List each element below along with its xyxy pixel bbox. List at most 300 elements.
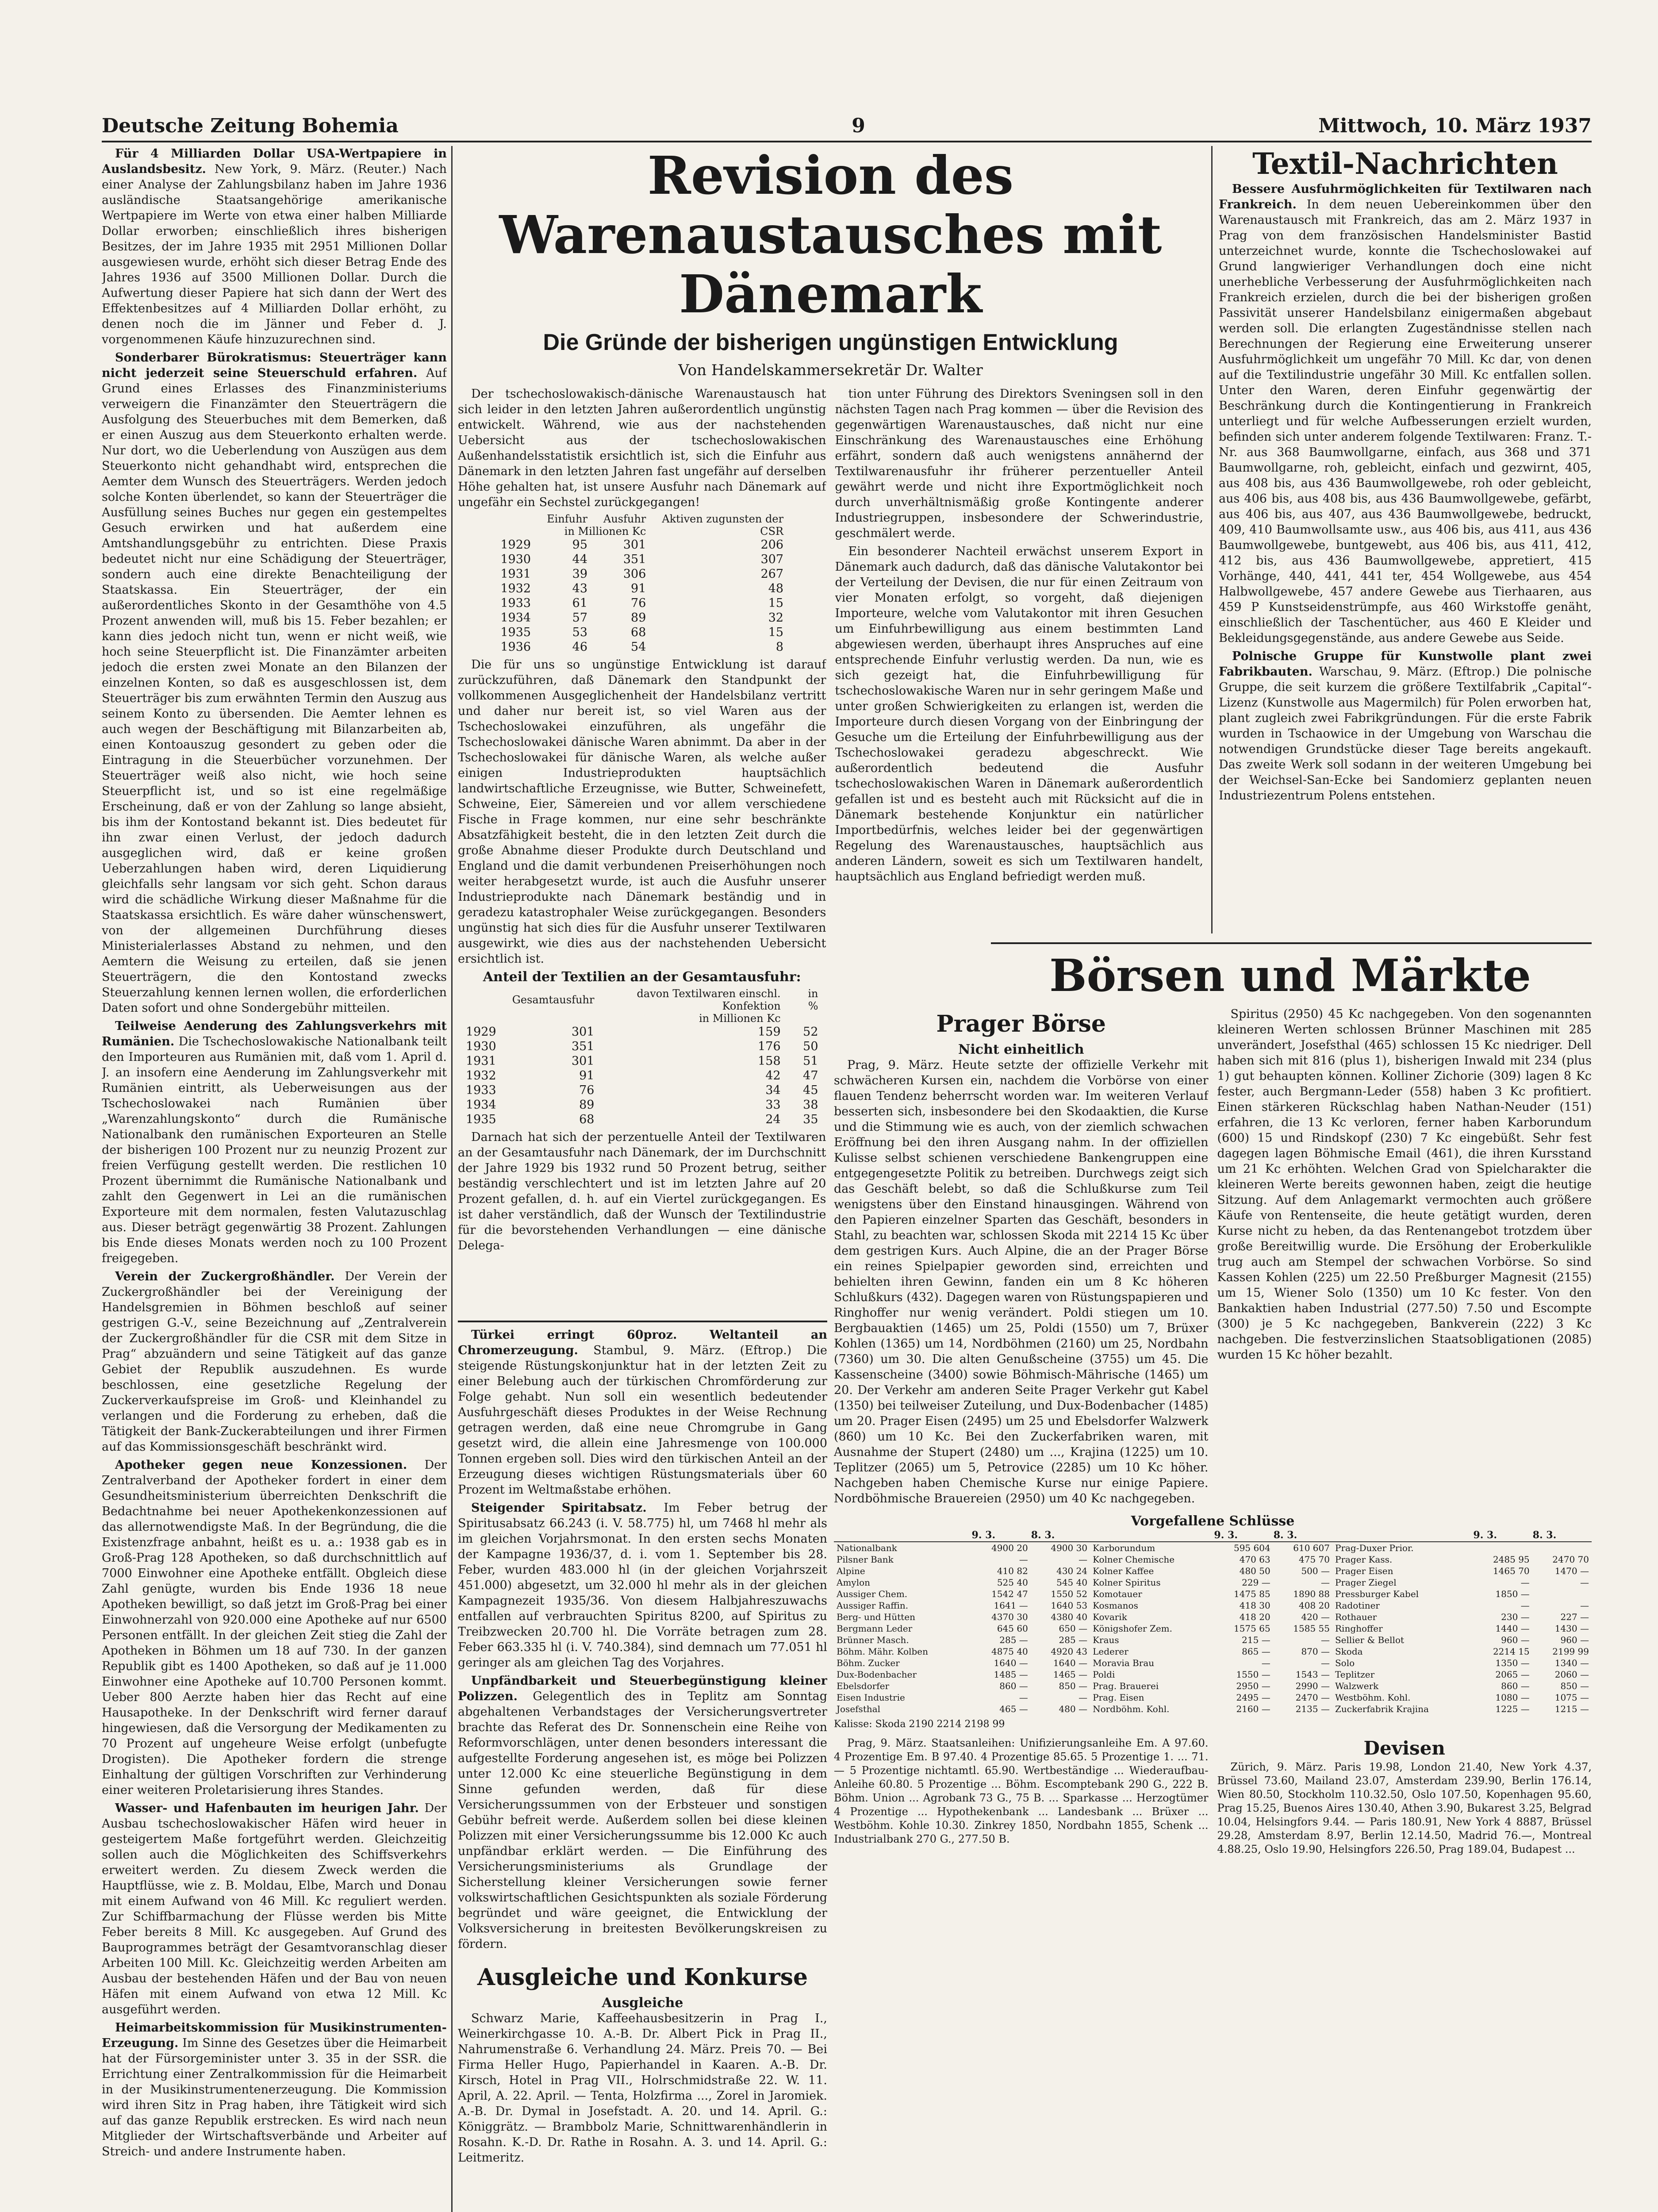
- quote-cell: Komotauer: [1093, 1589, 1142, 1599]
- quote-cell: Amylon: [837, 1577, 871, 1588]
- quotes-header-cell: 8. 3.: [1273, 1529, 1332, 1542]
- table-row: [458, 1039, 826, 1054]
- table-cell: 89: [579, 1098, 595, 1112]
- quote-cell: 1485 —: [994, 1669, 1028, 1680]
- quote-row: [834, 1646, 1592, 1657]
- table-cell: 1934: [500, 611, 531, 625]
- news-item-head: Verein der Zuckergroßhändler.: [115, 1270, 335, 1283]
- table-cell: 76: [631, 596, 646, 610]
- table-cell: 301: [571, 1025, 595, 1039]
- news-item: [102, 1269, 447, 1455]
- quote-cell: Bergmann Leder: [837, 1623, 913, 1634]
- article-paragraph: Die für uns so ungünstige Entwicklung ist darauf zurückzuführen, daß Dänemark den Standpunkt der vollkommenen Ausgeglichenheit der Handelsbilanz vertritt und daher nur bereit ist, so viel Waren aus der Tschechoslowakei einzuführen, als ungefähr die Tschechoslowakei dänische Waren abnimmt. Da aber in der Tschechoslowakei für dänische Waren, als welche außer einigen Industrieprodukten hauptsächlich landwirtschaftliche Erzeugnisse, wie Butter, Schweinefett, Schweine, Eier, Sämereien und vor allem verschiedene Fische in Frage kommen, nur eine sehr beschränkte Absatzfähigkeit besteht, die in den letzten Zeit durch die große Abnahme dieser Produkte durch Deutschland und England und die damit verbundenen Preiserhöhungen noch weiter herabgesetzt wurde, ist auch die Ausfuhr unserer Industrieprodukte nach Dänemark beständig und in geradezu katastrophaler Weise zurückgegangen. Besonders ungünstig hat sich dies für die Ausfuhr unserer Textilwaren ausgewirkt, wie dies aus der nachstehenden Uebersicht ersichtlich ist.: [458, 658, 826, 966]
- header-surplus: Aktiven zugunsten der: [662, 513, 784, 525]
- table-cell: 267: [760, 567, 784, 581]
- quote-cell: 645 60: [997, 1623, 1028, 1634]
- table-cell: 44: [572, 553, 588, 566]
- news-item: [102, 1018, 447, 1266]
- quote-cell: —: [1320, 1635, 1330, 1645]
- quote-cell: 1640 53: [1051, 1600, 1088, 1611]
- quote-cell: 2135 —: [1295, 1704, 1330, 1714]
- quote-cell: —: [1320, 1658, 1330, 1668]
- quote-cell: Brünner Masch.: [837, 1635, 909, 1645]
- header-percent: in %: [808, 987, 818, 1012]
- quote-cell: 4920 43: [1051, 1646, 1088, 1657]
- table-row: [458, 1025, 826, 1039]
- article-paragraph: Darnach hat sich der perzentuelle Anteil der Textilwaren an der Gesamtausfuhr nach Dänemark, der im Durchschnitt der Jahre 1929 bis 1932 rund 50 Prozent betrug, seither beständig verschlechtert und ist im letzten Jahre auf 20 Prozent gefallen, d. h. auf ein Viertel zurückgegangen. Es ist daher verständlich, daß der Wunsch der Textilindustrie für die bevorstehenden Verhandlungen — eine dänische Delega-: [458, 1130, 826, 1252]
- quote-row: [834, 1611, 1592, 1623]
- quote-row: [834, 1588, 1592, 1600]
- quote-cell: 227 —: [1560, 1612, 1589, 1622]
- quote-cell: Kovarik: [1093, 1612, 1127, 1622]
- table-row: [492, 552, 791, 567]
- item-text: Im Feber betrug der Spiritusabsatz 66.243 (i. V. 58.775) hl, um 7468 hl mehr als im gleichen Vorjahrsmonat. In den ersten sechs Monaten der Kampagne 1936/37, d. i. vom 1. September bis 28. Feber, wurden 483.000 hl (in der gleichen Vorjahrszeit 451.000) abgesetzt, um 32.000 hl mehr als in der gleichen Kampagnezeit 1935/36. Von diesem Halbjahreszuwachs entfallen auf verbrauchten Spiritus 8200, auf Spiritus zu Treibzwecken 20.700 hl. Die Vorräte betragen zum 28. Feber 663.335 hl (i. V. 740.384), sind demnach um 77.051 hl geringer als am gleichen Tag des Vorjahres.: [458, 1501, 827, 1670]
- table-cell: 53: [572, 626, 588, 639]
- table-cell: 42: [765, 1069, 781, 1083]
- quote-cell: 1542 47: [991, 1589, 1028, 1599]
- header-total: Gesamtausfuhr: [512, 994, 595, 1006]
- quotes-header-cell: 9. 3.: [1473, 1529, 1532, 1542]
- table-cell: 15: [768, 596, 784, 610]
- table-cell: 351: [623, 553, 646, 566]
- quote-cell: 4900 20: [991, 1543, 1028, 1553]
- quotes-header-cell: 9. 3.: [1213, 1529, 1273, 1542]
- article-column-a: [458, 386, 826, 1256]
- quote-cell: 1465 —: [1053, 1669, 1088, 1680]
- table-cell: 307: [760, 553, 784, 566]
- table2-title: Anteil der Textilien an der Gesamtausfuhr:: [483, 969, 801, 985]
- table-cell: 1936: [500, 640, 531, 654]
- section-title-boersen: Börsen und Märkte: [1049, 949, 1531, 1002]
- quote-cell: Königshofer Zem.: [1093, 1623, 1172, 1634]
- news-item-text: Der Zentralverband der Apotheker fordert in einer dem Gesundheitsministerium überreichten Denkschrift die Bedachtnahme bei neuer Apothekenkonzessionen auf das allernotwendigste Maß. In der Begründung, die die Existenzfrage anbahnt, heißt es u. a.: 1938 gab es in Groß-Prag 128 Apotheken, so daß durchschnittlich auf 7000 Einwohner eine Apotheke entfällt. Obgleich diese Zahl genügte, wurden bis Ende 1936 18 neue Apotheken bewilligt, so daß jetzt im Groß-Prag bei einer Einwohnerzahl von 920.000 eine Apotheke auf nur 6500 Personen entfällt. In der gleichen Zeit stieg die Zahl der Apotheken in Böhmen um 18 auf 730. In der ganzen Republik gibt es 1400 Apotheken, so daß auf je 11.000 Einwohner eine Apotheke auf 10.700 Personen kommt. Ueber 800 Aerzte haben hier das Recht auf eine Hausapotheke. In der Denkschrift wird ferner darauf hingewiesen, daß die Versorgung der Medikamenten zu 70 Prozent auf ungeheure Weise erfolgt (unbefugte Drogisten). Die Apotheker fordern die strenge Einhaltung der gültigen Vorschriften zur Verhinderung einer weiteren Proletarisierung ihres Standes.: [102, 1458, 447, 1797]
- quote-cell: Kraus: [1093, 1635, 1119, 1645]
- quotes-footer-v2: 2198 99: [964, 1719, 1005, 1730]
- market-report: Prag, 9. März. Heute setzte der offizielle Verkehr mit schwächeren Kursen ein, nachdem die Vorbörse von einer flauen Tendenz beherrscht worden war. Im weiteren Verlauf besserten sich, insbesondere bei den Skodaaktien, die Kurse und die Stimmung wie es auch, von der ziemlich schwachen Eröffnung bei den ihren Ausgang nahm. In der offiziellen Kulisse selbst schienen verschiedene Bankengruppen eine entgegengesetzte Politik zu betreiben. Durchwegs zeigt sich das Geschäft belebt, so daß die Schlußkurse zum Teil wenigstens über den Einstand hinausgingen. Während von den Papieren einzelner Sparten das Geschäft, besonders in Stahl, zu beachten war, schlossen Skoda mit 2214 15 Kc über dem gestrigen Kurs. Auch Alpine, die an der Prager Börse ein reines Spielpapier geworden sind, erreichten und behielten ihren Gewinn, fanden ein um 8 Kc höheren Schlußkurs (432). Dagegen waren von Rüstungspapieren und Ringhoffer nur wenig verändert. Poldi stiegen um 10. Bergbauaktien (1465) um 25, Poldi (1550) um 7, Brüxer Kohlen (1365) um 14, Nordböhmen (2160) um 25, Nordbahn (7360) um 30. Die alten Genußscheine (3755) um 45. Die Kassenscheine (3400) sowie Böhmisch-Mährische (1465) um 20. Der Verkehr am anderen Seite Prager Verkehr gut Kabel (1350) bei teilweiser Zuteilung, und Dux-Bodenbacher (1485) um 20. Prager Eisen (2495) um 25 und Ebelsdorfer Walzwerk (860) um 10 Kc. Bei den Zuckerfabriken waren, mit Ausnahme der Stupert (2480) um ..., Krajina (1225) um 10. Teplitzer (2065) um 5, Petrovice (2285) um 10 Kc höher. Nachgeben haben Chemische Kurse nur einige Papiere. Nordböhmische Brauereien (2950) um 40 Kc nachgegeben.: [834, 1058, 1209, 1505]
- article-paragraph: Ein besonderer Nachteil erwächst unserem Export in Dänemark auch dadurch, daß das dänische Valutakontor bei der Verteilung der Devisen, die nur für einen Zeitraum von vier Monaten erfolgt, so vorgeht, daß diejenigen Importeure, welche vom Valutakontor mit ihren Gesuchen um Einfuhrbewilligung aus einem bestimmten Land abgewiesen werden, überhaupt ihres Anspruches auf eine entsprechende Einfuhr verlustig werden. Da nun, wie es sich gezeigt hat, die Einfuhrbewilligung für tschechoslowakische Waren nur in sehr geringem Maße und unter großen Schwierigkeiten zu erlangen ist, werden die Importeure durch diesen Vorgang von der Einbringung der Gesuche um die Erteilung der Einfuhrbewilligung aus der Tschechoslowakei geradezu abgeschreckt. Wie außerordentlich bedeutend die Ausfuhr tschechoslowakischen Waren in Dänemark außerordentlich gefallen ist und es besteht auch mit Rücksicht auf die in Dänemark bestehende Konjunktur ein natürlicher Importbedürfnis, welches leider bei der gegenwärtigen Regelung des Warenaustausches, hauptsächlich aus anderen Ländern, soweit es sich um Textilwaren handelt, hauptsächlich aus England befriedigt werden muß.: [835, 545, 1203, 883]
- quotes-table: [834, 1529, 1592, 1715]
- quote-cell: Lederer: [1093, 1646, 1128, 1657]
- table-cell: 351: [571, 1040, 595, 1053]
- quote-row: [834, 1577, 1592, 1588]
- table-cell: 91: [579, 1069, 595, 1083]
- table-cell: 206: [760, 538, 784, 552]
- quote-cell: 480 50: [1239, 1566, 1270, 1576]
- header-import: Einfuhr: [547, 513, 588, 525]
- quote-row: [834, 1703, 1592, 1715]
- quote-cell: 285 —: [1059, 1635, 1088, 1645]
- quote-cell: 2199 99: [1552, 1646, 1589, 1657]
- quote-cell: —: [1019, 1692, 1028, 1703]
- item-head: Polnische Gruppe für Kunstwolle plant zwei Fabrikbauten.: [1219, 649, 1592, 679]
- table-cell: 76: [579, 1083, 595, 1097]
- quote-cell: 1465 70: [1493, 1566, 1530, 1576]
- quote-cell: 610 607: [1293, 1543, 1330, 1553]
- quote-cell: Aussiger Chem.: [837, 1589, 908, 1599]
- table-cell: 1931: [500, 567, 531, 581]
- boersen-section: [834, 949, 1592, 2212]
- quote-cell: 430 24: [1056, 1566, 1088, 1576]
- table-cell: 89: [631, 611, 646, 625]
- table-row: [458, 1054, 826, 1068]
- quote-cell: Nationalbank: [837, 1543, 897, 1553]
- quote-cell: 215 —: [1242, 1635, 1270, 1645]
- table-cell: 47: [803, 1069, 818, 1083]
- quote-cell: Ebelsdorfer: [837, 1681, 890, 1691]
- table-row: [492, 567, 791, 581]
- item-text: Stambul, 9. März. (Eftrop.) Die steigende Rüstungskonjunktur hat in der letzten Zeit zu einer Belebung auch der türkischen Chromförderung zur Folge gehabt. Nun soll ein wesentlich bedeutender Ausfuhrgeschäft dieses Produktes in der Weise Rechnung getragen werden, daß eine neue Chromgrube in Gang gesetzt wird, die allein eine Jahresmenge von 100.000 Tonnen ergeben soll. Dies wird den türkischen Anteil an der Erzeugung dieses wichtigen Rüstungsmaterials über 60 Prozent im Weltmaßstabe erhöhen.: [458, 1344, 827, 1497]
- news-item-text: New York, 9. März. (Reuter.) Nach einer Analyse der Zahlungsbilanz haben im Jahre 1936 ausländische Staatsangehörige amerikanische Wertpapiere im Werte von etwa einer halben Milliarde Dollar erworben; einschließlich ihres bisherigen Besitzes, der im Jahre 1935 mit 2951 Millionen Dollar ausgewiesen wurde, erhöht sich dieser Betrag Ende des Jahres 1936 auf 3500 Millionen Dollar. Durch die Aufwertung dieser Papiere hat sich dann der Wert des Effektenbesitzes auf 4 Milliarden Dollar erhöht, zu denen noch die im Jänner und Feber d. J. vorgenommenen Käufe hinzuzurechnen sind.: [102, 162, 447, 346]
- quote-cell: 860 —: [999, 1681, 1028, 1691]
- quote-cell: 850 —: [1059, 1681, 1088, 1691]
- news-item-head: Apotheker gegen neue Konzessionen.: [115, 1458, 407, 1472]
- quotes-title: Vorgefallene Schlüsse: [1131, 1513, 1295, 1529]
- issue-date: Mittwoch, 10. März 1937: [1318, 115, 1592, 137]
- quote-cell: —: [1078, 1692, 1088, 1703]
- table-row: [492, 640, 791, 654]
- quote-cell: 4370 30: [991, 1612, 1028, 1622]
- quote-cell: 1543 —: [1295, 1669, 1330, 1680]
- quote-cell: Prag. Brauerei: [1093, 1681, 1159, 1691]
- quote-cell: —: [1320, 1577, 1330, 1588]
- table-cell: 61: [572, 596, 588, 610]
- column-rule: [1211, 146, 1213, 933]
- quote-cell: —: [1580, 1600, 1589, 1611]
- item-text: In dem neuen Uebereinkommen über den Warenaustausch mit Frankreich, das am 2. März 1937 in Prag von dem französischen Handelsminister Bastid unterzeichnet wurde, konnte die Tschechoslowakei auf Grund langwieriger Verhandlungen doch eine nicht unerhebliche Verbesserung der Ausfuhrmöglichkeiten nach Frankreich erzielen, durch die bei der bisherigen großen Passivität unserer Handelsbilanz einigermaßen abgebaut werden soll. Die erlangten Zugeständnisse stellen nach Berechnungen der Regierung eine Erweiterung unserer Ausfuhrmöglichkeit um ungefähr 70 Mill. Kc dar, von denen auf die Textilindustrie ungefähr 30 Mill. Kc entfallen sollen. Unter den Waren, deren Einfuhr gegenwärtig der Beschränkung durch die Kontingentierung in Frankreich unterliegt und für welche Aufbesserungen erzielt wurden, befinden sich unter anderem folgende Textilwaren: Franz. T.-Nr. aus 368 Baumwollgarne, einfach, aus 368 und 371 Baumwollgarne, roh, gebleicht, einfach und gezwirnt, 405, aus 408 bis, aus 436 Baumwollgewebe, roh oder gebleicht, aus 406 bis, aus 408 bis, aus 436 Baumwollgewebe, gefärbt, aus 406 bis, aus 407, aus 436 Baumwollgewebe, bedruckt, 409, 410 Baumwollsamte usw., aus 406 bis, aus 411, aus 436 Baumwollgewebe, buntgewebt, aus 406 bis, aus 411, 412, 412 bis, aus 436 Baumwollgewebe, appretiert, 415 Vorhänge, 440, 441, 441 ter, 454 Wollgewebe, aus 454 Halbwollgewebe, 457 andere Gewebe aus Tierhaaren, aus 459 P Kunstseidenstrümpfe, aus 460 Wirkstoffe genäht, einschließlich der Taschentücher, aus 460 E Kleider und Bekleidungsgegenstände, aus andere Gewebe aus Seide.: [1219, 198, 1592, 645]
- quote-row: [834, 1669, 1592, 1680]
- trade-table: [492, 513, 791, 654]
- quote-cell: 1430 —: [1554, 1623, 1589, 1634]
- quote-cell: 1640 —: [994, 1658, 1028, 1668]
- table-cell: 48: [768, 582, 784, 595]
- quote-cell: Prager Ziegel: [1335, 1577, 1397, 1588]
- quote-row: [834, 1542, 1592, 1554]
- quote-cell: 1550 —: [1236, 1669, 1270, 1680]
- table2-unit: in Millionen Kc: [699, 1012, 781, 1025]
- table-cell: 1934: [466, 1098, 496, 1112]
- quote-cell: 2065 —: [1495, 1669, 1530, 1680]
- table-row: [458, 1068, 826, 1083]
- table-unit: in Millionen Kc: [564, 525, 646, 538]
- quote-cell: 960 —: [1560, 1635, 1589, 1645]
- table-cell: 1932: [500, 582, 531, 595]
- quote-cell: Eisen Industrie: [837, 1692, 905, 1703]
- quote-cell: 1075 —: [1554, 1692, 1589, 1703]
- page-header: [102, 111, 1592, 142]
- table-cell: 8: [775, 640, 784, 654]
- quote-cell: —: [1520, 1600, 1530, 1611]
- news-item-text: Die Tschechoslowakische Nationalbank teilt den Importeuren aus Rumänien mit, daß vom 1. April d. J. an insofern eine Aenderung im Zahlungsverkehr mit Rumänien eintritt, als Ueberweisungen aus der Tschechoslowakei nach Rumänien über „Warenzahlungskonto“ durch die Rumänische Nationalbank den rumänischen Exporteuren an Stelle der bisherigen 100 Prozent nur zu neunzig Prozent zur freien Verfügung gestellt werden. Die restlichen 10 Prozent übernimmt die Rumänische Nationalbank und zahlt den Gegenwert in Lei an die rumänischen Exporteure mit dem normalen, festen Valutazuschlag aus. Dieser beträgt gegenwärtig 38 Prozent. Zahlungen bis Ende dieses Monats werden noch zu 100 Prozent freigegeben.: [102, 1035, 447, 1265]
- quote-cell: 1470 —: [1554, 1566, 1589, 1576]
- quote-cell: Karborundum: [1093, 1543, 1155, 1553]
- article-subtitle: Die Gründe der bisherigen ungünstigen Entwicklung: [543, 330, 1118, 355]
- quote-cell: Pilsner Bank: [837, 1554, 894, 1565]
- quote-cell: Westböhm. Kohl.: [1335, 1692, 1411, 1703]
- nachboerse-text: Prag, 9. März. Staatsanleihen: Unifizierungsanleihe Em. A 97.60. 4 Prozentige Em. B 97.40. 4 Prozentige 85.65. 5 Prozentige 1. ... 71.— 5 Prozentige nichtamtl. 65.90. Wertbeständige ... Wiederaufbau-Anleihe 60.80. 5 Prozentige ... Böhm. Escomptebank 290 G., 222 B. Böhm. Union ... Agrobank 73 G., 75 B. ... Sparkasse ... Herzogtümer 4 Prozentige ... Hypothekenbank ... Landesbank ... Brüxer ... Westböhm. Kohle 10.30. Zinkrey 1850, Nordbahn 1855, Schenk ... Industrialbank 270 G., 277.50 B.: [834, 1737, 1209, 1845]
- market-mood: Nicht einheitlich: [958, 1042, 1084, 1057]
- quote-row: [834, 1600, 1592, 1611]
- quote-cell: Teplitzer: [1335, 1669, 1375, 1680]
- quote-cell: 1225 —: [1495, 1704, 1530, 1714]
- table-cell: 35: [803, 1113, 818, 1126]
- quote-cell: Prag. Eisen: [1093, 1692, 1144, 1703]
- table-row: [492, 538, 791, 552]
- section-title-devisen: Devisen: [1363, 1737, 1445, 1759]
- quote-cell: 2470 70: [1552, 1554, 1589, 1565]
- quote-cell: 420 —: [1301, 1612, 1330, 1622]
- left-column: [102, 146, 447, 2212]
- quote-cell: 1215 —: [1554, 1704, 1589, 1714]
- section-title-textil: Textil-Nachrichten: [1252, 146, 1558, 181]
- quote-cell: 545 40: [1056, 1577, 1088, 1588]
- quote-cell: —: [1580, 1577, 1589, 1588]
- quotes-header-cell: 8. 3.: [1532, 1529, 1592, 1542]
- table-cell: 15: [768, 626, 784, 639]
- article-paragraph: Der tschechoslowakisch-dänische Warenaustausch hat sich leider in den letzten Jahren außerordentlich ungünstig entwickelt. Während, wie aus der nachstehenden Uebersicht aus der tschechoslowakischen Außenhandelsstatistik ersichtlich ist, sich die Einfuhr aus Dänemark in den letzten Jahren fast ungefähr auf derselben Höhe gehalten hat, ist unsere Ausfuhr nach Dänemark auf ungefähr ein Sechstel zurückgegangen!: [458, 387, 826, 509]
- quote-cell: 408 20: [1299, 1600, 1330, 1611]
- news-item-head: Für 4 Milliarden Dollar USA-Wertpapiere in Auslandsbesitz.: [102, 147, 447, 176]
- news-item: [102, 2020, 447, 2159]
- table-row: [492, 611, 791, 625]
- table-cell: 1930: [466, 1040, 496, 1053]
- csr-label: CSR: [760, 525, 784, 538]
- quote-cell: —: [1019, 1554, 1028, 1565]
- table-cell: 33: [765, 1098, 781, 1112]
- quote-cell: 1475 85: [1233, 1589, 1270, 1599]
- section-title-ausgleiche: Ausgleiche und Konkurse: [477, 1964, 808, 1991]
- news-item-text: Der Ausbau tschechoslowakischer Häfen wird heuer in gesteigertem Maße fortgeführt werden. Gleichzeitig sollen auch die Möglichkeiten des Schiffsverkehrs erweitert werden. Zu diesem Zweck werden die Hauptflüsse, wie z. B. Moldau, Elbe, March und Donau mit einem Aufwand von 46 Mill. Kc reguliert werden. Zur Schiffbarmachung der Flüsse werden bis Mitte Feber bereits 8 Mill. Kc ausgegeben. Auf Grund des Bauprogrammes beträgt der Gesamtvoranschlag dieser Arbeiten 100 Mill. Kc. Gleichzeitig werden Arbeiten am Ausbau der bestehenden Häfen und der Bau von neuen Häfen mit einem Aufwand von etwa 12 Mill. Kc ausgeführt werden.: [102, 1801, 447, 2016]
- table-cell: 95: [572, 538, 588, 552]
- table-row: [492, 581, 791, 596]
- quote-cell: —: [1261, 1658, 1270, 1668]
- quote-row: [834, 1565, 1592, 1577]
- quotes-header-cell: [1090, 1529, 1213, 1542]
- quote-cell: [1532, 1588, 1592, 1600]
- quote-cell: 465 —: [999, 1704, 1028, 1714]
- quote-cell: 475 70: [1299, 1554, 1330, 1565]
- table-header-row: [492, 513, 791, 525]
- quote-cell: Böhm. Zucker: [837, 1658, 900, 1668]
- item-head: Unpfändbarkeit und Steuerbegünstigung kleiner Polizzen.: [458, 1674, 827, 1703]
- item-head: Steigender Spiritabsatz.: [471, 1501, 647, 1515]
- quote-cell: 1340 —: [1554, 1658, 1589, 1668]
- quote-cell: 650 —: [1059, 1623, 1088, 1634]
- textile-share-table: [458, 987, 826, 1127]
- page-number: 9: [852, 115, 865, 137]
- quote-cell: 2470 —: [1295, 1692, 1330, 1703]
- news-item-text: Der Verein der Zuckergroßhändler bei der Vereinigung der Handelsgremien in Böhmen beschloß auf seiner gestrigen G.-V., seine Bezeichnung auf „Zentralverein der Zuckergroßhändler für die CSR mit dem Sitze in Prag“ abzuändern und seine Tätigkeit auf das ganze Gebiet der Republik auszudehnen. Es wurde beschlossen, eine gesetzliche Regelung der Zuckerverkaufspreise im Groß- und Kleinhandel zu verlangen und die Forderung zu erheben, daß die Tätigkeit der Bank-Zuckerabteilungen und ihrer Firmen auf das Kommissionsgeschäft beschränkt wird.: [102, 1270, 447, 1454]
- quote-cell: 1850 —: [1495, 1589, 1530, 1599]
- table-cell: 1930: [500, 553, 531, 566]
- quote-cell: Kolner Spiritus: [1093, 1577, 1161, 1588]
- quote-cell: 285 —: [999, 1635, 1028, 1645]
- table-cell: 1929: [466, 1025, 496, 1039]
- quote-cell: 960 —: [1501, 1635, 1530, 1645]
- quotes-header-cell: [834, 1529, 971, 1542]
- quotes-footer: Kalisse:: [834, 1719, 872, 1730]
- quote-cell: 4380 40: [1051, 1612, 1088, 1622]
- table-cell: 68: [631, 626, 646, 639]
- table-cell: 1931: [466, 1054, 496, 1068]
- quote-cell: 525 40: [997, 1577, 1028, 1588]
- quote-cell: Prag-Duxer Prior.: [1335, 1543, 1414, 1553]
- section-subtitle: Ausgleiche: [602, 1995, 683, 2011]
- header-export: Ausfuhr: [603, 513, 646, 525]
- quote-cell: 2214 15: [1493, 1646, 1530, 1657]
- section-rule: [991, 942, 1592, 944]
- news-item-head: Wasser- und Hafenbauten im heurigen Jahr.: [115, 1801, 419, 1815]
- quote-cell: 2160 —: [1236, 1704, 1270, 1714]
- quote-cell: 4900 30: [1051, 1543, 1088, 1553]
- quote-cell: 1550 52: [1051, 1589, 1088, 1599]
- quotes-header-cell: 9. 3.: [971, 1529, 1031, 1542]
- quote-cell: 418 30: [1239, 1600, 1270, 1611]
- item-text: Gelegentlich des in Teplitz am Sonntag abgehaltenen Verbandstages der Versicherungsvertreter brachte das Referat des Dr. Sonnenschein eine Reihe von Reformvorschlägen, unter denen besonders interessant die aufgestellte Forderung angesehen ist, es möge bei Polizzen unter 12.000 Kc eine steuerliche Begünstigung in dem Sinne gefunden werden, daß für diese Versicherungssummen von der Erbsteuer und sonstigen Gebühr befreit werde. Außerdem sollen bei diese kleinen Polizzen mit einer Versicherungssumme bis 12.000 Kc auch unpfändbar erklärt werden. — Die Einführung des Versicherungsministeriums als Grundlage der Sicherstellung kleiner Versicherungen sowie ferner volkswirtschaftlichen Gesichtspunkten als soziale Förderung begründet und wäre geeignet, die Entwicklung der Volksversicherung in breitesten Bevölkerungskreisen zu fördern.: [458, 1690, 827, 1951]
- table-row: [458, 1098, 826, 1112]
- column-rule: [451, 146, 453, 2212]
- quote-cell: 850 —: [1560, 1681, 1589, 1691]
- table-cell: 46: [572, 640, 588, 654]
- table-cell: 306: [623, 567, 646, 581]
- news-item-text: Auf Grund eines Erlasses des Finanzministeriums verweigern die Finanzämter den Steuerträgern die Ausfolgung des Steuerbuches mit dem Bemerken, daß er einen Auszug aus dem Steuerkonto erhalten werde. Nur dort, wo die Ueberlendung von Auszügen aus dem Steuerkonto nicht gehandhabt wird, entsprechen die Aemter dem Wunsch des Steuerträgers. Werden jedoch solche Konten überlendet, so kann der Steuerträger die Ausfüllung seines Buches nur gegen ein gestempeltes Gesuch erwirken und hat außerdem eine Amtshandlungsgebühr zu entrichten. Diese Praxis bedeutet nicht nur eine Schädigung der Steuerträger, sondern auch eine direkte Benachteiligung der Staatskassa. Ein Steuerträger, der ein außerordentliches Skonto in der Gesamthöhe von 4.5 Prozent anwenden will, muß bis 15. Feber bezahlen; er kann dies jedoch nicht tun, wenn er nicht weiß, wie hoch seine Steuerpflicht ist. Die Finanzämter arbeiten jedoch die ersten zwei Monate an den Bilanzen der einzelnen Konten, so daß es ausgeschlossen ist, dem Steuerträger bis zum erwähnten Termin den Auszug aus seinem Konto zu übersenden. Die Aemter lehnen es auch wegen der Beschäftigung mit Bilanzarbeiten ab, einen Kontoauszug gesondert zu geben oder die Eintragung in die Steuerbücher vorzunehmen. Der Steuerträger weiß also nicht, wie hoch seine Steuerpflicht ist, und so ist eine regelmäßige Erscheinung, daß er von der Zahlung so lange absieht, bis ihm der Kontostand bekannt ist. Dies bedeutet für ihn zwar einen Verlust, der jedoch dadurch ausgeglichen wird, daß er keine großen Ueberzahlungen haben wird, deren Liquidierung gleichfalls sehr langsam vor sich geht. Schon daraus wird die schädliche Wirkung dieser Maßnahme für die Staatskassa ersichtlich. Es wäre daher wünschenswert, von der allgemeinen Durchführung dieses Ministerialerlasses Abstand zu nehmen, und den Aemtern die Weisung zu erteilen, daß sie jenen Steuerträgern, die den Kontostand zwecks Steuerzahlung kennen lernen wollen, die erforderlichen Daten sofort und ohne Sondergebühr mitteilen.: [102, 366, 447, 1015]
- quote-cell: Nordböhm. Kohl.: [1093, 1704, 1170, 1714]
- quote-cell: Ringhoffer: [1335, 1623, 1383, 1634]
- table-cell: 39: [572, 567, 588, 581]
- quote-cell: 1640 —: [1053, 1658, 1088, 1668]
- quote-cell: Prager Eisen: [1335, 1566, 1393, 1576]
- table-cell: 159: [758, 1025, 781, 1039]
- news-item: [102, 1801, 447, 2017]
- table-cell: 1933: [500, 596, 531, 610]
- quote-cell: 2485 95: [1493, 1554, 1530, 1565]
- quote-cell: 2060 —: [1554, 1669, 1589, 1680]
- quote-row: [834, 1554, 1592, 1565]
- quote-cell: 860 —: [1501, 1681, 1530, 1691]
- item-text: Warschau, 9. März. (Eftrop.) Die polnische Gruppe, die seit kurzem die größere Textilfabrik „Capital“-Lizenz (Kunstwolle aus Magermilch) für Polen erworben hat, plant zugleich zwei Fabrikgründungen. Für die erste Fabrik wurden in Tschaowice in der Umgebung von Warschau die notwendigen Grundstücke dieser Tage bereits angekauft. Das zweite Werk soll sodann in der weiteren Umgebung bei der Weichsel-San-Ecke bei Sandomierz geplanten neuen Industriezentrum Polens entstehen.: [1219, 665, 1592, 803]
- quote-cell: Alpine: [837, 1566, 865, 1576]
- table-cell: 68: [579, 1113, 595, 1126]
- quote-cell: Berg- und Hütten: [837, 1612, 916, 1622]
- table-cell: 50: [803, 1040, 818, 1053]
- quote-cell: 2990 —: [1295, 1681, 1330, 1691]
- quote-cell: Kosmanos: [1093, 1600, 1138, 1611]
- table-cell: 54: [631, 640, 646, 654]
- news-item-head: Heimarbeitskommission für Musikinstrumenten-Erzeugung.: [102, 2021, 447, 2050]
- quote-cell: 418 20: [1239, 1612, 1270, 1622]
- table-cell: 91: [631, 582, 646, 595]
- quote-cell: 870 —: [1301, 1646, 1330, 1657]
- table-cell: 45: [803, 1083, 818, 1097]
- item-text: Schwarz Marie, Kaffeehausbesitzerin in Prag I., Weinerkirchgasse 10. A.-B. Dr. Albert Pick in Prag II., Nahrumenstraße 6. Verhandlung 24. März. Preis 70. — Bei Firma Heller Hugo, Papierhandel in Kaaren. A.-B. Dr. Kirsch, Hotel in Prag VII., Holrschmidstraße 22. W. 11. April, A. 22. April. — Tenta, Holzfirma ..., Zorel in Jaromiek. A.-B. Dr. Dymal in Josefstadt. A. 20. und 14. April. G.: Königgrätz. — Brambbolz Marie, Schnittwarenhändlerin in Rosahn. K.-D. Dr. Rathe in Rosahn. A. 3. und 14. April. G.: Leitmeritz.: [458, 2012, 827, 2165]
- article-paragraph: tion unter Führung des Direktors Sveningsen soll in den nächsten Tagen nach Prag kommen — über die Revision des gegenwärtigen Warenaustausches, daß nicht nur eine Einschränkung des Warenaustausches eine Erhöhung erfährt, sondern daß auch wenigstens annähernd der Textilwarenausfuhr ihr früherer perzentueller Anteil gewährt werde und nicht ihre Exportmöglichkeit noch durch unverhältnismäßig große Kontingente anderer Industriegruppen, insbesondere der Schwerindustrie, geschmälert werde.: [835, 387, 1203, 540]
- quote-cell: Aussiger Raffin.: [837, 1600, 909, 1611]
- quote-cell: 410 82: [997, 1566, 1028, 1576]
- news-item: [102, 1457, 447, 1798]
- table-cell: 301: [623, 538, 646, 552]
- quote-cell: [1532, 1542, 1592, 1554]
- prager-boerse-title: Prager Börse: [936, 1010, 1106, 1037]
- news-item-head: Teilweise Aenderung des Zahlungsverkehrs mit Rumänien.: [102, 1019, 447, 1048]
- quote-cell: Pressburger Kabel: [1335, 1589, 1419, 1599]
- center-lower-column: [458, 1327, 827, 2212]
- masthead: Deutsche Zeitung Bohemia: [102, 115, 399, 137]
- quotes-header-cell: [1332, 1529, 1473, 1542]
- table-cell: 24: [765, 1113, 781, 1126]
- quote-row: [834, 1657, 1592, 1669]
- article-byline: Von Handelskammersekretär Dr. Walter: [678, 361, 983, 379]
- table-cell: 38: [803, 1098, 818, 1112]
- quote-cell: 4875 40: [991, 1646, 1028, 1657]
- quote-cell: Radotiner: [1335, 1600, 1380, 1611]
- quote-cell: [1473, 1542, 1532, 1554]
- item-head: Türkei erringt 60proz. Weltanteil an Chromerzeugung.: [458, 1328, 827, 1357]
- quote-row: [834, 1634, 1592, 1646]
- item-head: Bessere Ausfuhrmöglichkeiten für Textilwaren nach Frankreich.: [1219, 182, 1592, 211]
- news-item-head: Sonderbarer Bürokratismus: Steuerträger kann nicht jederzeit seine Steuerschuld erfahren.: [102, 351, 447, 380]
- table-cell: 34: [765, 1083, 781, 1097]
- market-report-cont: Spiritus (2950) 45 Kc nachgegeben. Von den sogenannten kleineren Werten schlossen Brünner Maschinen mit 285 unverändert, Josefsthal (465) schlossen 15 Kc niedriger. Dell haben sich mit 816 (plus 1), bisherigen Inwald mit 234 (plus 1) gut behaupten können. Kolliner Zichorie (309) lagen 8 Kc fester, auch Bergmann-Leder (558) haben 3 Kc profitiert. Einen stärkeren Rückschlag haben Nathan-Neuder (151) erfahren, die 13 Kc verloren, ferner haben Karborundum (600) 15 und Rindskopf (230) 7 Kc eingebüßt. Sehr fest dagegen lagen Böhmische Email (461), die ihren Kursstand um 21 Kc erhöhten. Welchen Grad von Spielcharakter die kleineren Werte bereits gewonnen haben, zeigt die heutige Sitzung. Auf dem Anlagemarkt vermochten auch größere Käufe von Rentenseite, die heute getätigt wurden, deren Kurse nicht zu heben, da das Rentenangebot trotzdem über große Bereitwillig wurde. Die Ersöhung der Eroberkulikle trug auch am Stempel der schwachen Vorbörse. So sind Kassen Kohlen (225) um 22.50 Preßburger Magnesit (2155) um 15, Wiener Solo (1350) um 10 Kc fester. Von den Bankaktien haben Industrial (277.50) 7.50 und Escompte (300) je 5 Kc nachgegeben, Bankverein (222) 3 Kc nachgeben. Die festverzinslichen Staatsobligationen (2085) wurden 15 Kc höher bezahlt.: [1217, 1007, 1592, 1362]
- quote-cell: Prager Kass.: [1335, 1554, 1393, 1565]
- quote-cell: Poldi: [1093, 1669, 1115, 1680]
- table-cell: 32: [768, 611, 784, 625]
- quote-cell: 470 63: [1239, 1554, 1270, 1565]
- table-cell: 158: [758, 1054, 781, 1068]
- table-cell: 52: [803, 1025, 818, 1039]
- quote-cell: Skoda: [1335, 1646, 1363, 1657]
- quotes-header-cell: 8. 3.: [1031, 1529, 1090, 1542]
- header-textiles: davon Textilwaren einschl. Konfektion: [637, 987, 781, 1012]
- quote-cell: Dux-Bodenbacher: [837, 1669, 917, 1680]
- quote-cell: 1890 88: [1293, 1589, 1330, 1599]
- quote-cell: Kolner Kaffee: [1093, 1566, 1154, 1576]
- table-cell: 1929: [500, 538, 531, 552]
- textile-column: [1219, 146, 1592, 929]
- table-cell: 1935: [466, 1113, 496, 1126]
- table-cell: 1932: [466, 1069, 496, 1083]
- quote-cell: 1080 —: [1495, 1692, 1530, 1703]
- quotes-footer-name: Skoda: [875, 1719, 906, 1730]
- quote-cell: Solo: [1335, 1658, 1355, 1668]
- quote-cell: Böhm. Mähr. Kolben: [837, 1646, 929, 1657]
- quote-row: [834, 1623, 1592, 1634]
- quote-cell: 230 —: [1501, 1612, 1530, 1622]
- news-item: [102, 146, 447, 347]
- quote-cell: 1575 65: [1233, 1623, 1270, 1634]
- news-item-text: Im Sinne des Gesetzes über die Heimarbeit hat der Fürsorgeminister unter 3. 35 in der SSR. die Errichtung einer Zentralkommission für die Heimarbeit in der Musikinstrumentenerzeugung. Die Kommission wird ihren Sitz in Prag haben, ihre Tätigkeit wird sich auf das ganze Republik erstrecken. Es wird nach neun Mitglieder der Wirtschaftsverbände und Arbeiter auf Streich- und andere Instrumente haben.: [102, 2036, 447, 2158]
- table-row: [458, 1083, 826, 1098]
- quote-cell: —: [1520, 1577, 1530, 1588]
- table-cell: 51: [803, 1054, 818, 1068]
- quote-cell: 1350 —: [1495, 1658, 1530, 1668]
- devisen-text: Zürich, 9. März. Paris 19.98, London 21.40, New York 4.37, Brüssel 73.60, Mailand 23.07, Amsterdam 239.90, Berlin 176.14, Wien 80.50, Stockholm 110.32.50, Oslo 107.50, Kopenhagen 95.60, Prag 15.25, Buenos Aires 130.40, Athen 3.90, Bukarest 3.25, Belgrad 10.04, Helsingfors 9.44. — Paris 180.91, New York 4 8887, Brüssel 29.28, Amsterdam 8.97, Berlin 12.14.50, Madrid 76.—, Montreal 4.88.25, Oslo 19.90, Helsingfors 226.50, Prag 189.04, Budapest ...: [1217, 1761, 1592, 1855]
- table-cell: 301: [571, 1054, 595, 1068]
- quote-cell: —: [1078, 1554, 1088, 1565]
- table-row: [492, 596, 791, 611]
- quote-cell: 1641 —: [994, 1600, 1028, 1611]
- table-row: [458, 1112, 826, 1127]
- quote-cell: Zuckerfabrik Krajina: [1335, 1704, 1429, 1714]
- quote-cell: Moravia Brau: [1093, 1658, 1155, 1668]
- quote-cell: Rothauer: [1335, 1612, 1377, 1622]
- quote-row: [834, 1692, 1592, 1703]
- quote-cell: 229 —: [1242, 1577, 1270, 1588]
- quotes-footer-v1: 2190 2214: [909, 1719, 962, 1730]
- table-cell: 43: [572, 582, 588, 595]
- quote-cell: Sellier & Bellot: [1335, 1635, 1405, 1645]
- quote-cell: Walzwerk: [1335, 1681, 1379, 1691]
- quote-cell: 1585 55: [1293, 1623, 1330, 1634]
- table-cell: 176: [758, 1040, 781, 1053]
